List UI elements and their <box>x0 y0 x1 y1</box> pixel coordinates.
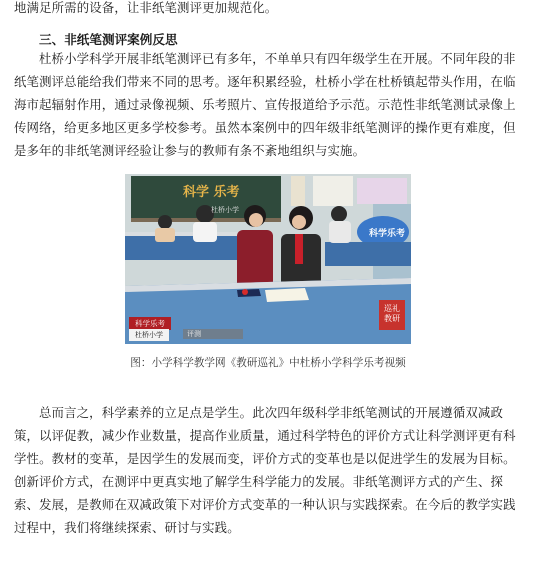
video-ticker-bar: 评测 <box>183 329 243 339</box>
paragraph-case-reflection: 杜桥小学科学开展非纸笔测评已有多年，不单单只有四年级学生在开展。不同年段的非纸笔测评总能给我们带来不同的思考。逐年积累经验，杜桥小学在杜桥镇起带头作用，在临海市起辐射作用，通过录像视频、乐考照片、宣传报道给予示范。示范性非纸笔测试录像上传网络，给更多地区更多学校参考。虽然本案例中的四年级非纸笔测评的操作更有难度，但是多年的非纸笔测评经验让参与的教师有条不紊地组织与实施。 <box>14 51 516 158</box>
board-subtext: 杜桥小学 <box>211 206 239 214</box>
classroom-video-still <box>125 174 411 344</box>
program-logo: 巡礼 教研 <box>379 300 405 330</box>
poster-text: 科学乐考 <box>369 229 406 239</box>
figure-caption: 图：小学科学教学网《教研巡礼》中杜桥小学科学乐考视频 <box>130 357 406 369</box>
video-ticker-school: 杜桥小学 <box>129 329 169 341</box>
intro-tail-text: 地满足所需的设备，让非纸笔测评更加规范化。 <box>14 0 278 15</box>
paragraph-conclusion: 总而言之，科学素养的立足点是学生。此次四年级科学非纸笔测试的开展遵循双减政策，以评促教，减少作业数量，提高作业质量，通过科学特色的评价方式让科学测评更有科学性。教材的变革，是因学生的发展而变，评价方式的变革也是以促进学生的发展为目标。创新评价方式，在测评中更真实地了解学生科学能力的发展。非纸笔测评方式的产生、探索、发展，是教师在双减政策下对评价方式变革的一种认识与实践探索。在今后的教学实践过程中，我们将继续探索、研讨与实践。 <box>14 405 516 535</box>
video-ticker-tag: 科学乐考 <box>129 317 171 330</box>
section-heading: 三、非纸笔测评案例反思 <box>39 32 178 47</box>
board-title-text: 科学 乐考 <box>183 185 240 200</box>
